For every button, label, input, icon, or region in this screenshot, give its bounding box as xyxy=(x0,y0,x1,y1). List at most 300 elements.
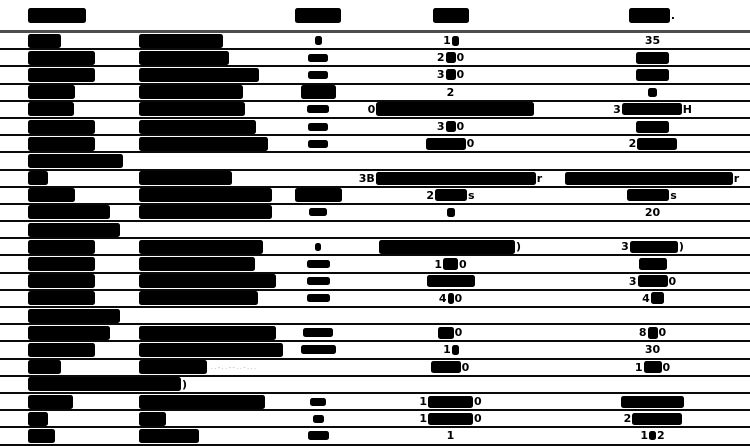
table-cell-c4 xyxy=(330,153,539,168)
table-cell-c4 xyxy=(346,50,555,65)
table-cell-c5 xyxy=(555,67,750,82)
visible-text-fragment: ) xyxy=(182,377,188,391)
visible-text-fragment: H xyxy=(682,102,692,116)
table-cell-c5 xyxy=(555,325,750,340)
redaction-bar xyxy=(426,138,466,150)
redaction-bar xyxy=(376,102,534,116)
table-cell-c2 xyxy=(139,394,290,409)
redaction-bar xyxy=(315,243,321,251)
redaction-bar xyxy=(28,412,48,426)
visible-text-fragment: 1 xyxy=(443,34,451,48)
redaction-bar xyxy=(446,52,456,63)
table-cell-c3 xyxy=(290,411,346,426)
redaction-bar xyxy=(139,205,272,219)
visible-text-fragment: 0 xyxy=(662,360,671,374)
redaction-bar xyxy=(308,431,329,440)
table-cell-c2 xyxy=(139,102,290,117)
table-cell-c2 xyxy=(139,119,290,134)
visible-text-fragment: 1 xyxy=(419,412,427,426)
redaction-bar xyxy=(428,413,473,425)
faint-dotted-text: ..-..--..-... xyxy=(211,363,258,371)
redaction-bar xyxy=(28,377,181,391)
visible-text-fragment: r xyxy=(733,171,740,185)
table-cell-c2 xyxy=(139,342,290,357)
table-row xyxy=(0,119,750,136)
table-cell-c3 xyxy=(290,325,346,340)
table-cell-c5 xyxy=(555,342,750,357)
redaction-bar xyxy=(139,102,245,116)
visible-text-fragment: 0 xyxy=(454,291,463,305)
redaction-bar xyxy=(28,395,73,409)
table-row xyxy=(0,33,750,50)
table-cell-c5 xyxy=(555,0,750,30)
visible-text-fragment: 0 xyxy=(474,412,482,426)
table-cell-c3 xyxy=(290,0,346,30)
table-cell-c4 xyxy=(346,136,555,151)
table-cell-c1 xyxy=(0,67,139,82)
redaction-bar xyxy=(139,343,283,357)
table-row xyxy=(0,239,750,256)
table-cell-c3 xyxy=(339,377,395,392)
redaction-bar xyxy=(139,137,268,151)
redaction-bar xyxy=(649,431,656,440)
table-cell-c3 xyxy=(290,394,346,409)
table-cell-c2 xyxy=(139,171,290,186)
table-cell-c3 xyxy=(290,85,346,100)
redaction-bar xyxy=(308,71,328,79)
visible-text-fragment: 1 xyxy=(443,343,451,357)
visible-text-fragment: 1 xyxy=(634,360,643,374)
redaction-bar xyxy=(313,415,324,423)
table-cell-c2 xyxy=(139,0,290,30)
redaction-bar xyxy=(303,328,333,337)
redaction-bar xyxy=(443,258,458,270)
table-cell-c4 xyxy=(346,119,555,134)
table-cell-c2 xyxy=(139,325,290,340)
table-cell-c1 xyxy=(0,325,139,340)
redaction-bar xyxy=(139,360,207,374)
redaction-bar xyxy=(447,208,455,217)
table-cell-c2 xyxy=(139,33,290,48)
redaction-bar xyxy=(648,88,657,97)
visible-text-fragment: 1 xyxy=(446,429,455,443)
table-cell-c1 xyxy=(0,394,139,409)
visible-text-fragment: 20 xyxy=(644,205,661,219)
table-cell-c4 xyxy=(346,342,555,357)
redaction-bar xyxy=(28,257,95,271)
redaction-bar xyxy=(446,121,456,132)
visible-text-fragment: 1 xyxy=(434,257,442,271)
table-cell-c4 xyxy=(346,325,555,340)
table-cell-c4 xyxy=(346,394,555,409)
table-cell-c2 xyxy=(139,428,290,443)
visible-text-fragment: 0 xyxy=(466,137,475,151)
visible-text-fragment: 2 xyxy=(628,137,637,151)
redaction-bar xyxy=(301,345,336,354)
table-cell-c2 xyxy=(139,136,290,151)
table-row xyxy=(0,188,750,205)
visible-text-fragment: 0 xyxy=(459,257,467,271)
table-cell-c3 xyxy=(290,33,346,48)
table-cell-c4 xyxy=(346,33,555,48)
redaction-bar xyxy=(28,205,110,219)
table-cell-c2 xyxy=(139,67,290,82)
table-cell-c3 xyxy=(290,119,346,134)
table-cell-c1 xyxy=(0,291,139,306)
visible-text-fragment: ) xyxy=(678,240,684,254)
table-cell-c3 xyxy=(290,291,346,306)
redaction-bar xyxy=(636,121,669,133)
table-cell-c2 xyxy=(120,308,271,323)
redaction-bar xyxy=(295,188,342,202)
redaction-bar xyxy=(435,189,467,201)
redaction-bar xyxy=(307,294,330,302)
section-row xyxy=(0,308,750,325)
redaction-bar xyxy=(28,68,95,82)
visible-text-fragment: 30 xyxy=(644,343,661,357)
redaction-bar xyxy=(308,54,328,62)
visible-text-fragment: 0 xyxy=(456,68,465,82)
table-cell-c1 xyxy=(0,205,139,220)
table-cell-c1 xyxy=(0,119,139,134)
table-row xyxy=(0,205,750,222)
table-cell-c5 xyxy=(555,291,750,306)
table-cell-c4 xyxy=(346,85,555,100)
table-cell-c4 xyxy=(346,102,555,117)
redaction-bar xyxy=(376,172,536,185)
redaction-bar xyxy=(452,36,459,46)
redaction-bar xyxy=(622,103,682,115)
visible-text-fragment: 1 xyxy=(419,395,427,409)
redaction-bar xyxy=(139,257,255,271)
table-cell-c1 xyxy=(0,411,139,426)
table-cell-c2 xyxy=(139,360,290,375)
redaction-bar xyxy=(446,69,456,80)
table-cell-c3 xyxy=(271,308,327,323)
table-row xyxy=(0,256,750,273)
redaction-bar xyxy=(139,120,256,134)
visible-text-fragment: 4 xyxy=(642,291,650,305)
visible-text-fragment: 0 xyxy=(474,395,482,409)
redaction-bar xyxy=(308,140,328,148)
redaction-bar xyxy=(433,8,469,23)
table-cell-c5 xyxy=(536,308,731,323)
table-cell-c4 xyxy=(346,0,555,30)
table-cell-c5 xyxy=(536,222,731,237)
table-cell-c5 xyxy=(604,377,750,392)
redaction-bar xyxy=(301,85,336,99)
redaction-bar xyxy=(28,274,95,288)
table-row xyxy=(0,102,750,119)
visible-text-fragment: s xyxy=(670,188,677,202)
redaction-bar xyxy=(139,395,265,409)
redaction-bar xyxy=(644,361,662,373)
table-cell-c1 xyxy=(0,171,139,186)
table-cell-c2 xyxy=(139,411,290,426)
table-row xyxy=(0,171,750,188)
table-row xyxy=(0,428,750,445)
section-row xyxy=(0,377,750,394)
table-cell-c3 xyxy=(271,222,327,237)
table-cell-c1 xyxy=(0,50,139,65)
redaction-bar xyxy=(629,8,670,23)
table-cell-c2 xyxy=(139,50,290,65)
redaction-bar xyxy=(28,429,55,443)
redaction-bar xyxy=(379,240,515,254)
table-cell-c1 xyxy=(0,428,139,443)
table-cell-c4 xyxy=(346,171,555,186)
visible-text-fragment: . xyxy=(670,8,676,22)
redaction-bar xyxy=(139,188,272,202)
table-cell-c3 xyxy=(290,342,346,357)
redaction-bar xyxy=(627,189,669,201)
table-cell-c3 xyxy=(290,50,346,65)
redaction-bar xyxy=(139,68,259,82)
redaction-bar xyxy=(28,188,75,202)
table-cell-c1 xyxy=(0,274,139,289)
visible-text-fragment: ) xyxy=(515,240,522,254)
table-cell-c3 xyxy=(290,102,346,117)
table-header-row xyxy=(0,0,750,33)
table-cell-c4 xyxy=(346,239,555,254)
table-cell-c5 xyxy=(555,188,750,203)
visible-text-fragment: 3B xyxy=(358,171,375,185)
redaction-bar xyxy=(452,345,459,355)
redaction-bar xyxy=(28,154,123,168)
table-cell-c4 xyxy=(346,291,555,306)
table-row xyxy=(0,360,750,377)
table-cell-c1 xyxy=(0,377,188,392)
table-cell-c2 xyxy=(139,205,290,220)
table-row xyxy=(0,50,750,67)
visible-text-fragment: 3 xyxy=(628,274,637,288)
table-cell-c4 xyxy=(346,411,555,426)
table-row xyxy=(0,342,750,359)
redaction-bar xyxy=(28,34,61,48)
redaction-bar xyxy=(28,240,95,254)
redaction-bar xyxy=(28,171,48,185)
table-cell-c2 xyxy=(139,274,290,289)
redaction-bar xyxy=(308,123,328,131)
redaction-bar xyxy=(28,51,95,65)
table-cell-c5 xyxy=(555,85,750,100)
table-cell-c3 xyxy=(290,360,346,375)
redaction-bar xyxy=(28,291,95,305)
table-row xyxy=(0,411,750,428)
table-cell-c5 xyxy=(555,136,750,151)
table-cell-c5 xyxy=(539,153,734,168)
visible-text-fragment: 0 xyxy=(456,120,465,134)
table-cell-c1 xyxy=(0,188,139,203)
section-row xyxy=(0,153,750,170)
visible-text-fragment: 35 xyxy=(644,34,661,48)
table-cell-c1 xyxy=(0,308,120,323)
table-cell-c3 xyxy=(290,256,346,271)
table-cell-c3 xyxy=(290,67,346,82)
redaction-bar xyxy=(28,137,95,151)
redaction-bar xyxy=(28,326,110,340)
table-row xyxy=(0,274,750,291)
table-cell-c5 xyxy=(555,394,750,409)
redaction-bar xyxy=(636,69,669,81)
table-cell-c5 xyxy=(555,171,750,186)
table-cell-c1 xyxy=(0,222,120,237)
table-cell-c1 xyxy=(0,33,139,48)
redaction-bar xyxy=(139,429,199,443)
table-cell-c1 xyxy=(0,85,139,100)
redaction-bar xyxy=(651,292,664,304)
redaction-bar xyxy=(139,34,223,48)
table-cell-c3 xyxy=(290,188,346,203)
visible-text-fragment: 2 xyxy=(436,51,445,65)
redaction-bar xyxy=(639,258,667,270)
table-row xyxy=(0,394,750,411)
visible-text-fragment: s xyxy=(468,188,475,202)
table-cell-c1 xyxy=(0,0,139,30)
table-cell-c4 xyxy=(346,205,555,220)
table-cell-c3 xyxy=(290,239,346,254)
redaction-bar xyxy=(307,105,329,113)
redaction-bar xyxy=(638,275,668,287)
table-cell-c5 xyxy=(555,50,750,65)
table-cell-c4 xyxy=(346,256,555,271)
table-cell-c5 xyxy=(555,33,750,48)
redaction-bar xyxy=(28,360,61,374)
redaction-bar xyxy=(28,85,75,99)
visible-text-fragment: 0 xyxy=(668,274,677,288)
visible-text-fragment: 2 xyxy=(657,429,665,443)
table-cell-c3 xyxy=(290,274,346,289)
visible-text-fragment: 0 xyxy=(461,360,470,374)
table-cell-c4 xyxy=(327,222,536,237)
table-cell-c4 xyxy=(327,308,536,323)
redaction-bar xyxy=(28,223,120,237)
visible-text-fragment: 4 xyxy=(438,291,447,305)
redaction-bar xyxy=(431,361,461,373)
table-cell-c3 xyxy=(274,153,330,168)
visible-text-fragment: 3 xyxy=(436,120,445,134)
redaction-bar xyxy=(428,396,473,408)
table-row xyxy=(0,85,750,102)
visible-text-fragment: 2 xyxy=(426,188,435,202)
table-cell-c2 xyxy=(120,222,271,237)
visible-text-fragment: 0 xyxy=(454,326,463,340)
redaction-bar xyxy=(295,8,341,23)
table-cell-c4 xyxy=(395,377,604,392)
redaction-bar xyxy=(448,293,454,304)
redaction-bar xyxy=(636,52,669,64)
table-cell-c2 xyxy=(139,239,290,254)
table-cell-c1 xyxy=(0,342,139,357)
redaction-bar xyxy=(309,208,327,216)
redaction-bar xyxy=(28,120,95,134)
redaction-bar xyxy=(139,412,166,426)
table-cell-c4 xyxy=(346,188,555,203)
table-cell-c2 xyxy=(123,153,274,168)
table-cell-c5 xyxy=(555,205,750,220)
table-cell-c2 xyxy=(188,377,339,392)
redaction-bar xyxy=(28,309,120,323)
table-cell-c5 xyxy=(555,360,750,375)
redaction-bar xyxy=(565,172,733,185)
redaction-bar xyxy=(307,277,330,285)
table-cell-c4 xyxy=(346,67,555,82)
table-cell-c2 xyxy=(139,85,290,100)
visible-text-fragment: 0 xyxy=(658,326,667,340)
redaction-bar xyxy=(139,240,263,254)
table-cell-c5 xyxy=(555,411,750,426)
visible-text-fragment: 3 xyxy=(621,240,629,254)
table-cell-c3 xyxy=(290,136,346,151)
redaction-bar xyxy=(139,51,229,65)
table-cell-c1 xyxy=(0,239,139,254)
table-cell-c5 xyxy=(555,102,750,117)
table-cell-c5 xyxy=(555,256,750,271)
redaction-bar xyxy=(427,275,475,287)
redaction-bar xyxy=(438,327,454,339)
redaction-bar xyxy=(139,85,243,99)
table-row xyxy=(0,291,750,308)
section-row xyxy=(0,222,750,239)
table-row xyxy=(0,325,750,342)
redaction-bar xyxy=(637,138,677,150)
visible-text-fragment: 0 xyxy=(456,51,465,65)
visible-text-fragment: r xyxy=(536,171,543,185)
table-cell-c4 xyxy=(346,360,555,375)
table-cell-c1 xyxy=(0,360,139,375)
table-cell-c2 xyxy=(139,256,290,271)
table-cell-c2 xyxy=(139,291,290,306)
table-cell-c1 xyxy=(0,256,139,271)
table-cell-c3 xyxy=(290,205,346,220)
redaction-bar xyxy=(139,291,258,305)
table-row xyxy=(0,67,750,84)
table-cell-c2 xyxy=(139,188,290,203)
visible-text-fragment: 3 xyxy=(613,102,621,116)
redaction-bar xyxy=(621,396,684,408)
redaction-bar xyxy=(28,343,95,357)
table-cell-c4 xyxy=(346,274,555,289)
redaction-bar xyxy=(630,241,678,253)
table-cell-c1 xyxy=(0,102,139,117)
redaction-bar xyxy=(648,327,658,339)
redaction-bar xyxy=(315,36,322,45)
redaction-bar xyxy=(28,8,86,23)
visible-text-fragment: 0 xyxy=(367,102,376,116)
visible-text-fragment: 8 xyxy=(638,326,647,340)
redaction-bar xyxy=(310,398,326,406)
redaction-bar xyxy=(139,171,232,185)
redaction-bar xyxy=(307,260,330,268)
redaction-bar xyxy=(632,413,682,425)
table-cell-c1 xyxy=(0,153,123,168)
redaction-bar xyxy=(139,326,276,340)
visible-text-fragment: 1 xyxy=(640,429,648,443)
table-cell-c1 xyxy=(0,136,139,151)
table-cell-c3 xyxy=(290,428,346,443)
table-cell-c5 xyxy=(555,428,750,443)
table-cell-c5 xyxy=(555,119,750,134)
redaction-bar xyxy=(139,274,276,288)
visible-text-fragment: 3 xyxy=(436,68,445,82)
table-cell-c5 xyxy=(555,239,750,254)
visible-text-fragment: 2 xyxy=(623,412,632,426)
redaction-bar xyxy=(28,102,74,116)
table-cell-c5 xyxy=(555,274,750,289)
visible-text-fragment: 2 xyxy=(446,85,455,99)
table-row xyxy=(0,136,750,153)
table-cell-c3 xyxy=(290,171,346,186)
